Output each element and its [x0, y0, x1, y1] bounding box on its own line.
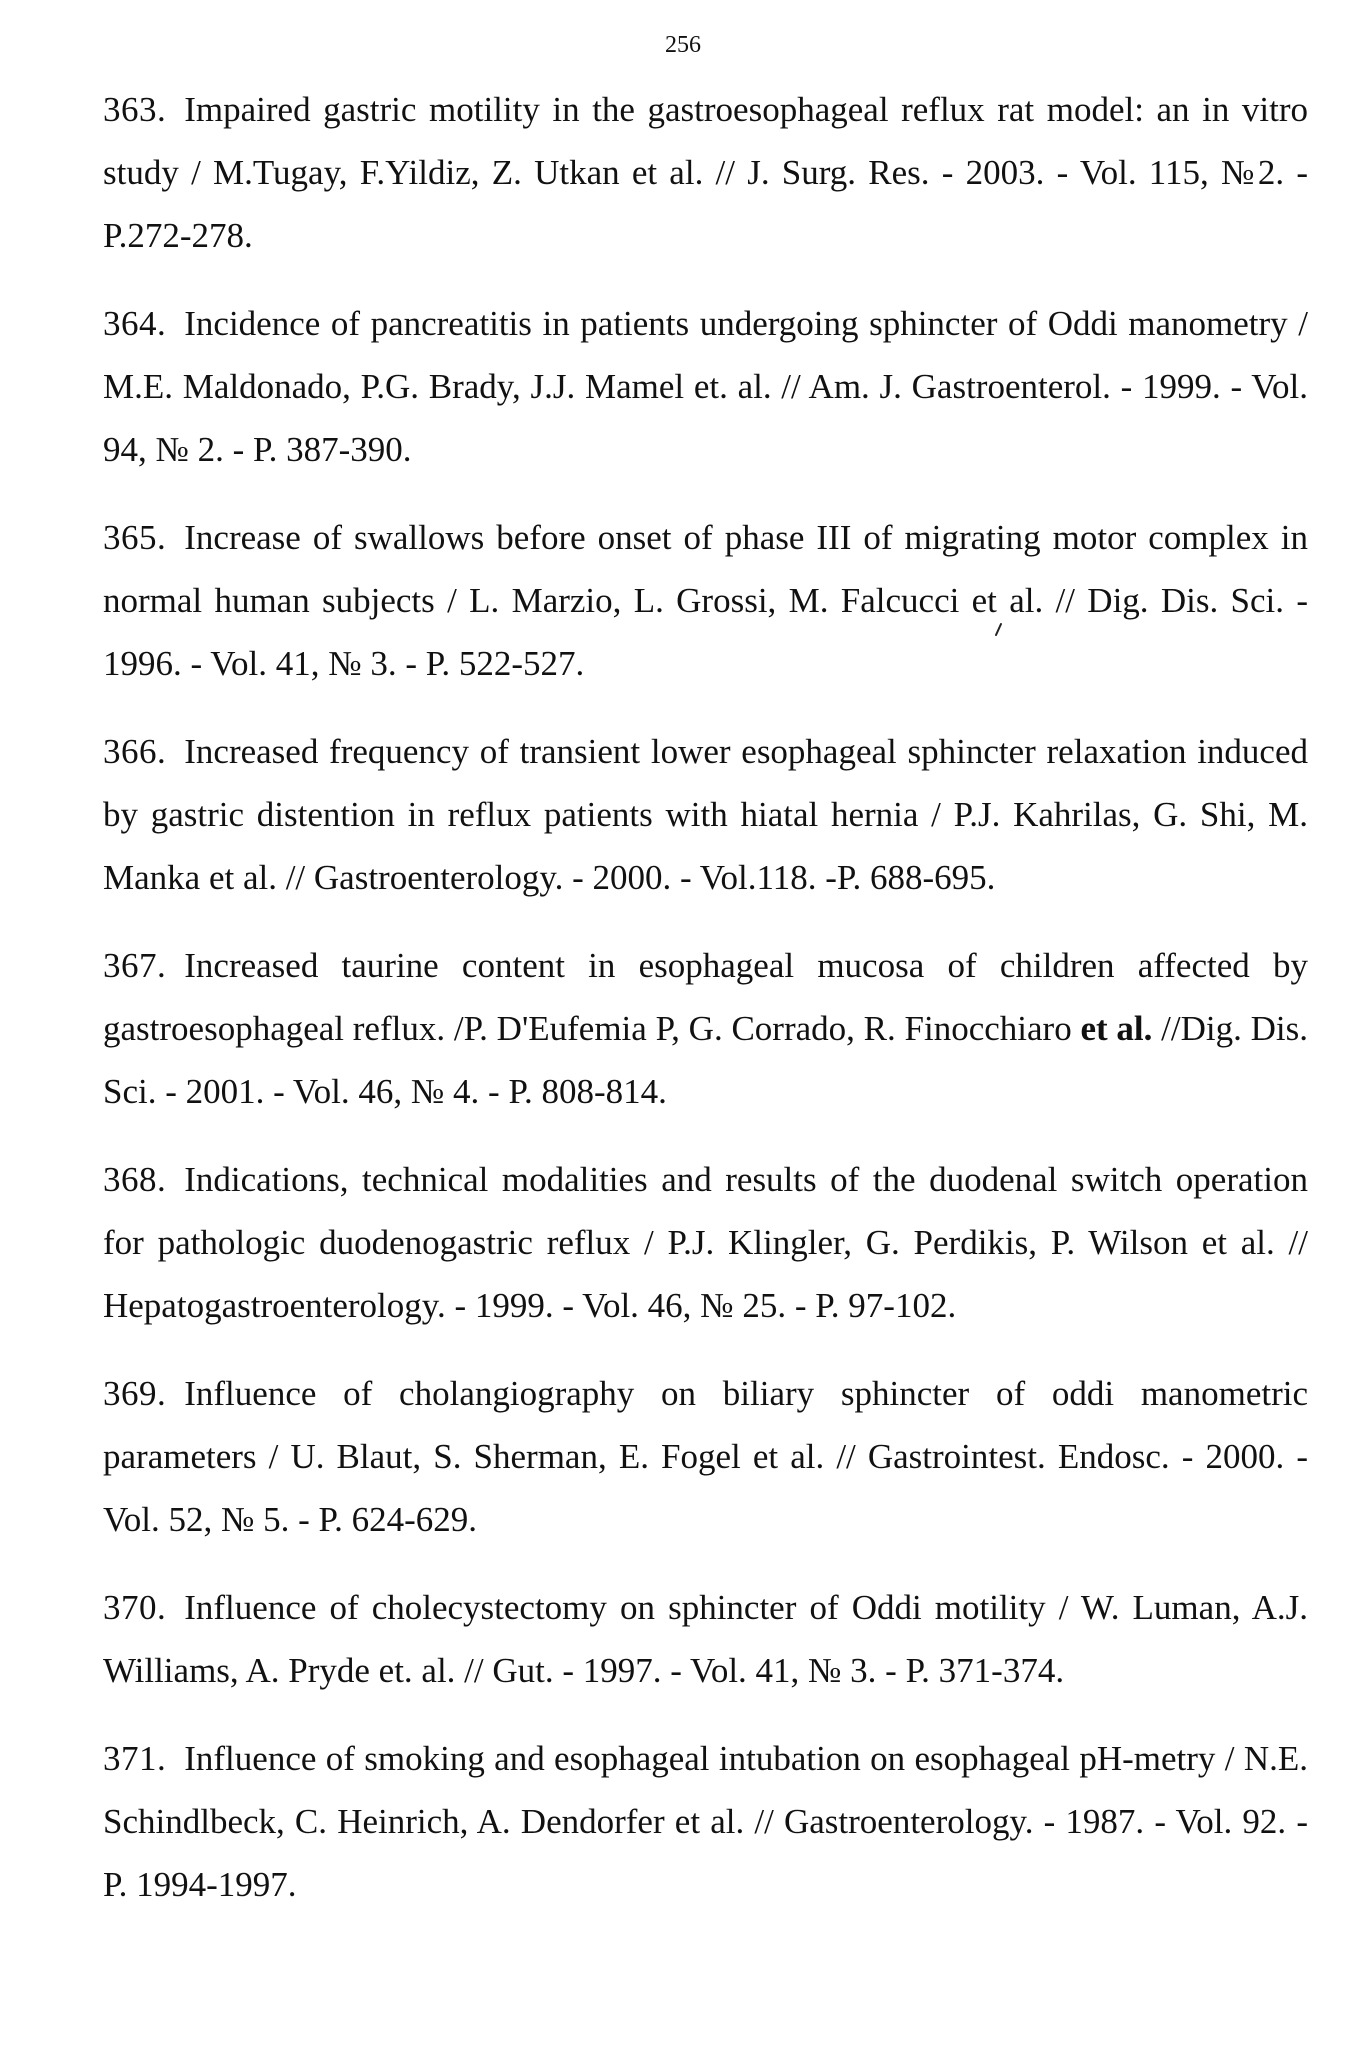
reference-text: Increase of swallows before onset of phase III of migrating motor complex in normal human subjects / L. Marzio, L. Grossi, M. Falcucci et al. // Dig. Dis. Sci. - 1996. - Vol. 41, № 3. - P. 522-527.: [103, 518, 1308, 683]
reference-text: Influence of cholecystectomy on sphincter of Oddi motility / W. Luman, A.J. Williams, A. Pryde et. al. // Gut. - 1997. - Vol. 41, № 3. - P. 371-374.: [103, 1588, 1308, 1690]
reference-text: Influence of cholangiography on biliary sphincter of oddi manometric parameters / U. Blaut, S. Sherman, E. Fogel et al. // Gastrointest. Endosc. - 2000. - Vol. 52, № 5. - P. 624-629.: [103, 1374, 1308, 1539]
reference-number: 363.: [103, 90, 167, 129]
reference-text-part: //Dig. Dis. Sci. - 2001. - Vol. 46, № 4. - P. 808-814.: [103, 1009, 1308, 1111]
reference-text: Impaired gastric motility in the gastroesophageal reflux rat model: an in vitro study / M.Tugay, F.Yildiz, Z. Utkan et al. // J. Surg. Res. - 2003. - Vol. 115, №2. - P.272-278.: [103, 90, 1308, 255]
reference-text: Indications, technical modalities and results of the duodenal switch operation for pathologic duodenogastric reflux / P.J. Klingler, G. Perdikis, P. Wilson et al. // Hepatogastroenterology. - 1999. - Vol. 46, № 25. - P. 97-102.: [103, 1160, 1308, 1325]
reference-item-368: [103, 1148, 1308, 1337]
reference-item-367: [103, 934, 1308, 1123]
reference-number: 369.: [103, 1374, 167, 1413]
reference-item-366: [103, 720, 1308, 909]
reference-text-bold: et al.: [1080, 1009, 1153, 1048]
reference-text: [103, 946, 1308, 1111]
pen-mark-icon: [995, 622, 1003, 636]
reference-item-370: [103, 1576, 1308, 1702]
reference-item-365: [103, 506, 1308, 695]
reference-number: 365.: [103, 518, 167, 557]
reference-number: 371.: [103, 1739, 167, 1778]
reference-item-364: [103, 292, 1308, 481]
reference-item-369: [103, 1362, 1308, 1551]
reference-text: Increased frequency of transient lower esophageal sphincter relaxation induced by gastric distention in reflux patients with hiatal hernia / P.J. Kahrilas, G. Shi, M. Manka et al. // Gastroenterology. - 2000. - Vol.118. -P. 688-695.: [103, 732, 1308, 897]
reference-number: 366.: [103, 732, 167, 771]
reference-item-363: [103, 78, 1308, 267]
reference-list: [103, 78, 1308, 1941]
reference-number: 368.: [103, 1160, 167, 1199]
reference-text: Influence of smoking and esophageal intubation on esophageal pH-metry / N.E. Schindlbeck, C. Heinrich, A. Dendorfer et al. // Gastroenterology. - 1987. - Vol. 92. - P. 1994-1997.: [103, 1739, 1308, 1904]
reference-text-part: Increased taurine content in esophageal mucosa of children affected by gastroesophageal reflux. /P. D'Eufemia P, G. Corrado, R. Finocchiaro: [103, 946, 1308, 1048]
reference-text: Incidence of pancreatitis in patients undergoing sphincter of Oddi manometry / M.E. Maldonado, P.G. Brady, J.J. Mamel et. al. // Am. J. Gastroenterol. - 1999. - Vol. 94, № 2. - P. 387-390.: [103, 304, 1308, 469]
reference-number: 367.: [103, 946, 167, 985]
reference-item-371: [103, 1727, 1308, 1916]
reference-number: 364.: [103, 304, 167, 343]
page-number: 256: [665, 32, 701, 58]
reference-number: 370.: [103, 1588, 167, 1627]
